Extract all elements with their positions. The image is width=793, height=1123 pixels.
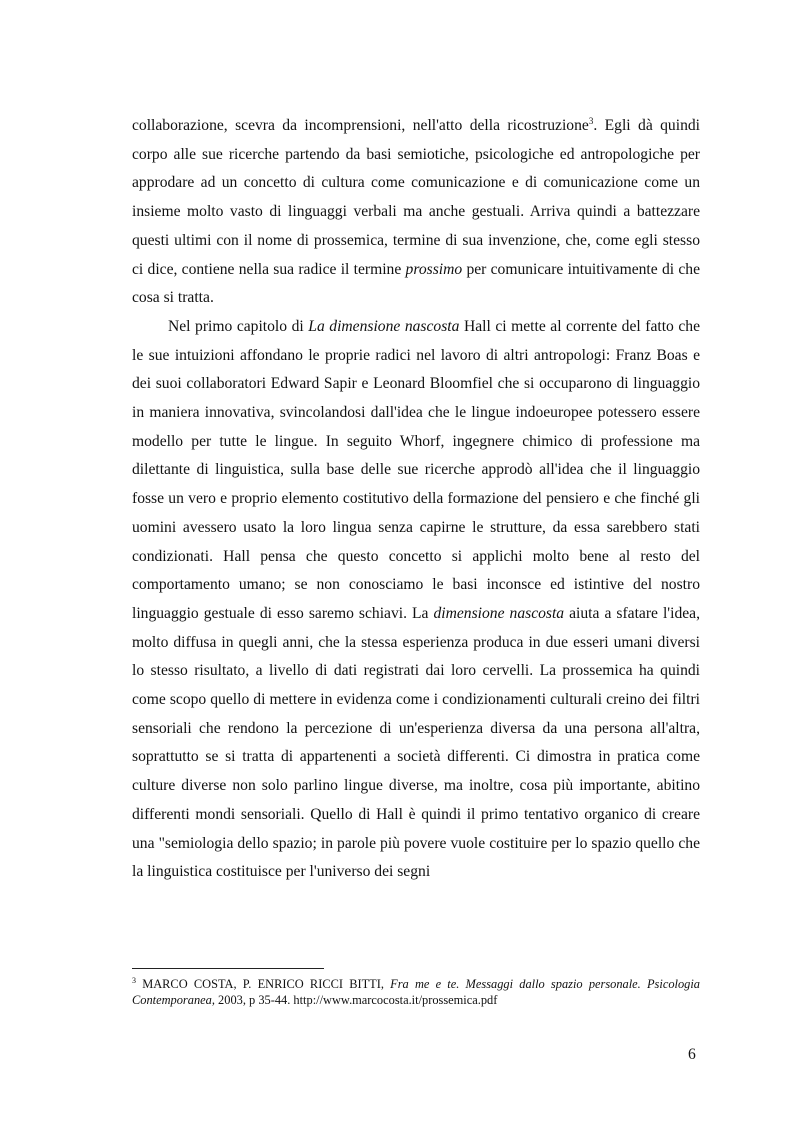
footnote-text: MARCO COSTA, P. ENRICO RICCI BITTI,: [136, 977, 391, 991]
footnote-number: 3: [132, 975, 136, 985]
text-run: collaborazione, scevra da incomprensioni, nell'atto della ricostruzione: [132, 117, 589, 134]
footnote: [132, 976, 700, 1008]
italic-title: La dimensione nascosta: [308, 317, 460, 335]
paragraph-2: [132, 313, 700, 887]
body-text: [132, 112, 700, 887]
italic-term: prossimo: [405, 260, 463, 278]
footnote-text: 2003, p 35-44. http://www.marcocosta.it/prossemica.pdf: [214, 993, 498, 1007]
text-run: Hall ci mette al corrente del fatto che le sue intuizioni affondano le proprie radici nel lavoro di altri antropologi: Franz Boas e dei suoi collaboratori Edward Sapir e Leonard Bloomfiel che si occuparono di linguaggio in maniera innovativa, svincolandosi dall'idea che le lingue indoeuropee potessero essere modello per tutte le lingue. In seguito Whorf, ingegnere chimico di professione ma dilettante di linguistica, sulla base delle sue ricerche approdò all'idea che il linguaggio fosse un vero e proprio elemento costitutivo della formazione del pensiero e che finché gli uomini avessero usato la loro lingua senza capirne le strutture, da essa sarebbero stati condizionati. Hall pensa che questo concetto si applichi molto bene al resto del comportamento umano; se non conosciamo le basi inconsce ed istintive del nostro linguaggio gestuale di esso saremo schiavi. La: [132, 317, 700, 622]
page-number: 6: [688, 1046, 696, 1063]
footnote-reference: 3: [588, 115, 594, 126]
text-run: per comunicare intuitivamente di che cosa si tratta.: [132, 260, 700, 307]
text-run: Nel primo capitolo di: [168, 317, 309, 335]
italic-title: dimensione nascosta: [433, 604, 565, 622]
footnote-separator: [132, 968, 324, 969]
text-run: . Egli dà quindi corpo alle sue ricerche partendo da basi semiotiche, psicologiche ed antropologiche per approdare ad un concetto di cultura come comunicazione e di comunicazione come un insieme molto vasto di linguaggi verbali ma anche gestuali. Arriva quindi a battezzare questi ultimi con il nome di prossemica, termine di sua invenzione, che, come egli stesso ci dice, contiene nella sua radice il termine: [132, 117, 700, 278]
paragraph-1: [132, 112, 700, 313]
footnote-italic: Fra me e te. Messaggi dallo spazio personale. Psicologia Contemporanea,: [132, 977, 700, 1007]
text-run: aiuta a sfatare l'idea, molto diffusa in quegli anni, che la stessa esperienza produca in due esseri umani diversi lo stesso risultato, a livello di dati registrati dai loro cervelli. La prossemica ha quindi come scopo quello di mettere in evidenza come i condizionamenti culturali creino dei filtri sensoriali che rendono la percezione di un'esperienza diversa da una persona all'altra, soprattutto se si tratta di appartenenti a società differenti. Ci dimostra in pratica come culture diverse non solo parlino lingue diverse, ma inoltre, cosa più importante, abitino differenti mondi sensoriali. Quello di Hall è quindi il primo tentativo organico di creare una "semiologia dello spazio; in parole più povere vuole costituire per lo spazio quello che la linguistica costituisce per l'universo dei segni: [132, 604, 700, 881]
